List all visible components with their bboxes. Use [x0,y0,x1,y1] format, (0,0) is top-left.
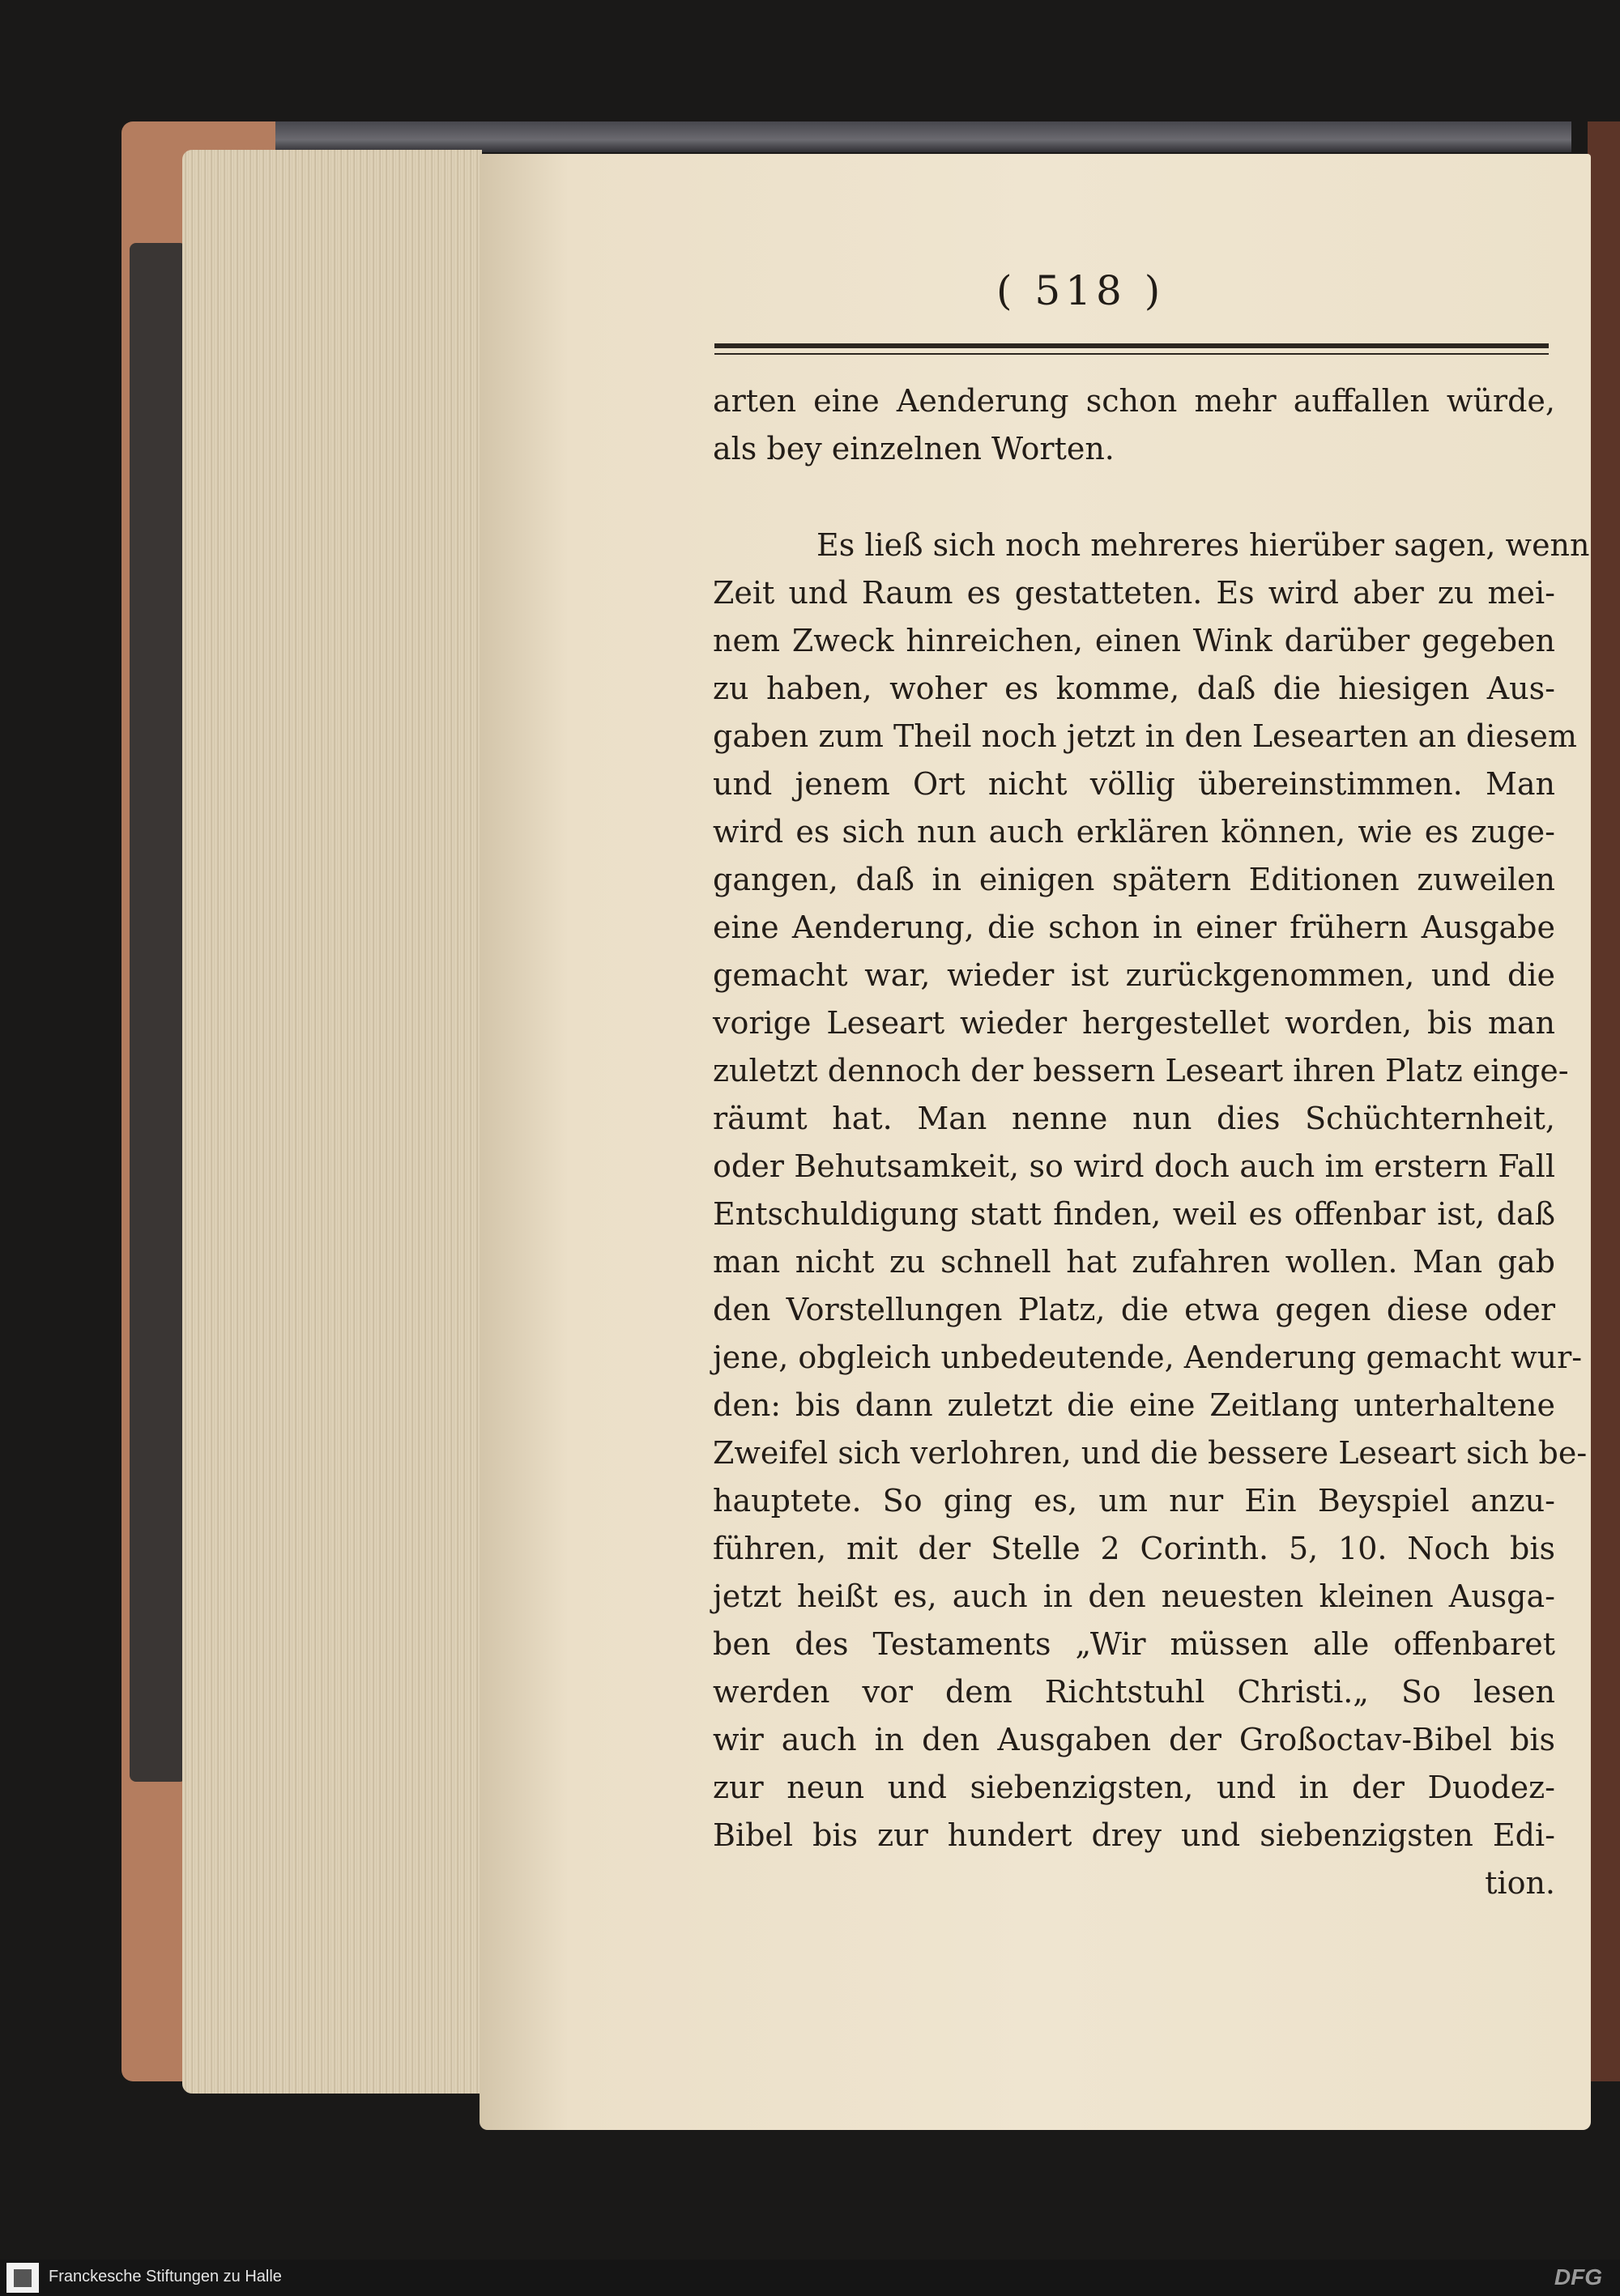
text-line: vorige Leseart wieder hergestellet worden, bis man [713,1005,1555,1041]
page-stack-edges [182,150,482,2094]
text-line: gemacht war, wieder ist zurückgenommen, und die [713,957,1555,993]
viewer-footer [0,2260,1620,2296]
text-line: wir auch in den Ausgaben der Großoctav-Bibel bis [713,1722,1555,1757]
text-line: räumt hat. Man nenne nun dies Schüchternheit, [713,1101,1555,1136]
text-line: arten eine Aenderung schon mehr auffallen würde, [713,383,1555,419]
text-line: werden vor dem Richtstuhl Christi.„ So lesen [713,1674,1555,1710]
text-line: Zeit und Raum es gestatteten. Es wird aber zu mei- [713,575,1555,611]
institution-logo [6,2263,39,2293]
book-cover-right [1588,121,1620,2081]
text-line: den Vorstellungen Platz, die etwa gegen diese oder [713,1292,1555,1327]
text-line: oder Behutsamkeit, so wird doch auch im erstern Fall [713,1148,1555,1184]
header-rule-thin [714,353,1549,355]
text-line: zur neun und siebenzigsten, und in der Duodez- [713,1770,1555,1805]
catchword: tion. [1485,1865,1555,1901]
text-line: gangen, daß in einigen spätern Editionen zuweilen [713,862,1555,897]
text-line: jetzt heißt es, auch in den neuesten kleinen Ausga- [713,1578,1555,1614]
text-line: jene, obgleich unbedeutende, Aenderung gemacht wur- [713,1340,1583,1375]
text-line: Zweifel sich verlohren, und die bessere Leseart sich be- [713,1435,1588,1471]
text-line: Bibel bis zur hundert drey und siebenzigsten Edi- [713,1817,1555,1853]
text-line: gaben zum Theil noch jetzt in den Lesearten an diesem [713,718,1577,754]
text-line: eine Aenderung, die schon in einer frühern Ausgabe [713,909,1555,945]
text-line: den: bis dann zuletzt die eine Zeitlang unterhaltene [713,1387,1555,1423]
page-number: ( 518 ) [996,267,1166,314]
text-line: und jenem Ort nicht völlig übereinstimmen. Man [713,766,1555,802]
text-line: Es ließ sich noch mehreres hierüber sagen, wenn [816,527,1590,563]
text-line: als bey einzelnen Worten. [713,431,1115,466]
text-line: wird es sich nun auch erklären können, wie es zuge- [713,814,1555,850]
book-headband [275,121,1571,152]
funder-logo: DFG [1554,2264,1602,2290]
institution-name: Franckesche Stiftungen zu Halle [49,2268,282,2285]
book-cover-cloth [130,243,186,1782]
text-line: man nicht zu schnell hat zufahren wollen. Man gab [713,1244,1555,1280]
paragraph-gap [713,473,1555,522]
text-line: zu haben, woher es komme, daß die hiesigen Aus- [713,671,1555,706]
text-line: führen, mit der Stelle 2 Corinth. 5, 10. Noch bis [713,1531,1555,1566]
text-line: zuletzt dennoch der bessern Leseart ihren Platz einge- [713,1053,1569,1088]
header-rule [714,343,1549,348]
text-line: hauptete. So ging es, um nur Ein Beyspiel anzu- [713,1483,1555,1519]
text-line: Entschuldigung statt finden, weil es offenbar ist, daß [713,1196,1555,1232]
text-line: ben des Testaments „Wir müssen alle offenbaret [713,1626,1555,1662]
text-line: nem Zweck hinreichen, einen Wink darüber gegeben [713,623,1555,658]
body-text [713,377,1590,1907]
